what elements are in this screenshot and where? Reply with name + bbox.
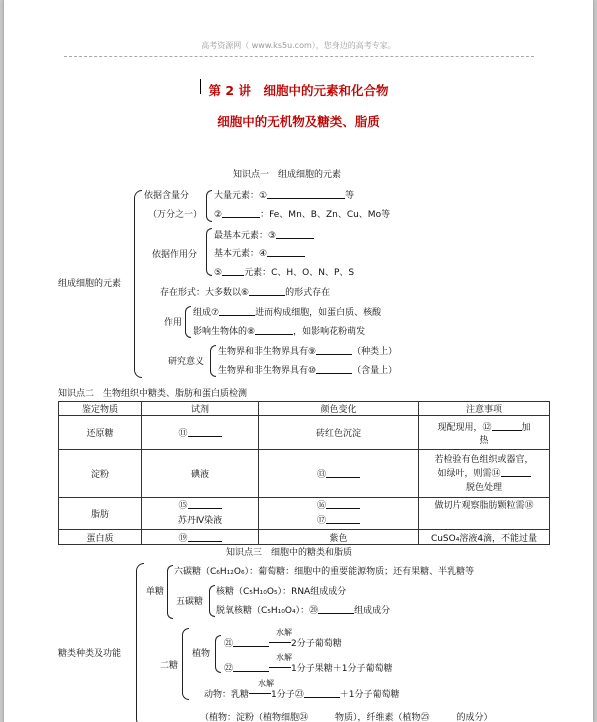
basic-elements: 基本元素：④ bbox=[214, 246, 305, 259]
trace-elements: ② ：Fe、Mn、B、Zn、Cu、Mo等 bbox=[214, 210, 391, 220]
kp3-main-brace bbox=[136, 563, 144, 722]
mono-label: 单糖 bbox=[146, 587, 165, 597]
table-cell: CuSO₄溶液4滴，不能过量 bbox=[419, 530, 550, 545]
table-header: 注意事项 bbox=[419, 402, 550, 416]
di-brace bbox=[182, 628, 189, 700]
existence-form: 存在形式：大多数以⑥ 的形式存在 bbox=[160, 288, 331, 298]
role-label: 作用 bbox=[164, 318, 183, 328]
pentose-brace bbox=[209, 585, 215, 617]
site-header: 高考资源网（ www.ks5u.com），您身边的高考专家。 bbox=[201, 41, 396, 50]
hydrolysis-label: 水解 bbox=[276, 653, 292, 662]
table-row bbox=[59, 530, 550, 545]
role-compose: 组成⑦ 进而构成细胞，如蛋白质、核酸 bbox=[193, 308, 382, 318]
role-affect: 影响生物体的⑧ ，如影响花粉萌发 bbox=[193, 327, 366, 337]
significance-label: 研究意义 bbox=[168, 357, 205, 367]
table-cell: ⑪ bbox=[142, 416, 259, 450]
table-header: 颜色变化 bbox=[259, 402, 419, 416]
hydrolysis-label: 水解 bbox=[258, 679, 274, 688]
table-header-row bbox=[59, 402, 550, 416]
document-page bbox=[4, 0, 593, 722]
table-header: 试剂 bbox=[142, 402, 259, 416]
kp1-main-brace bbox=[134, 190, 142, 378]
by-function-brace bbox=[206, 228, 212, 276]
significance-brace bbox=[210, 345, 216, 377]
table-cell: 蛋白质 bbox=[59, 530, 142, 545]
table-cell: ⑯ ⑰ bbox=[259, 498, 419, 530]
significance-unity: 生物界和非生物界具有⑨ （种类上） bbox=[218, 347, 398, 357]
disaccharide-1: ㉑ 2分子葡萄糖 bbox=[224, 639, 342, 649]
main-elements: ⑤ 元素：C、H、O、N、P、S bbox=[214, 268, 355, 278]
table-cell: 淀粉 bbox=[59, 450, 142, 498]
table-cell: 若检验有色组织或器官， 如绿叶，则需⑭ 脱色处理 bbox=[419, 450, 550, 498]
table-cell: 碘液 bbox=[142, 450, 259, 498]
kp1-root: 组成细胞的元素 bbox=[58, 279, 122, 289]
table-cell: 现配现用，⑫ 加 热 bbox=[419, 416, 550, 450]
detection-table bbox=[58, 401, 550, 545]
mono-brace bbox=[167, 565, 173, 619]
kp3-root: 糖类种类及功能 bbox=[58, 649, 122, 659]
lecture-title: 第 2 讲 细胞中的元素和化合物 bbox=[208, 83, 389, 98]
disaccharide-2: ㉒ 1分子果糖＋1分子葡萄糖 bbox=[224, 664, 393, 674]
plant-brace bbox=[215, 635, 221, 673]
table-header: 鉴定物质 bbox=[59, 402, 142, 416]
table-cell: 还原糖 bbox=[59, 416, 142, 450]
di-label: 二糖 bbox=[160, 661, 179, 671]
table-row bbox=[59, 416, 550, 450]
hexose-line: 六碳糖（C₆H₁₂O₆）：葡萄糖：细胞中的重要能源物质；还有果糖、半乳糖等 bbox=[174, 567, 475, 577]
plant-label: 植物 bbox=[192, 649, 211, 659]
kp3-heading: 知识点三 细胞中的糖类和脂质 bbox=[226, 548, 353, 558]
polysaccharide-line: （植物：淀粉（植物细胞㉔ 物质），纤维素（植物㉕ 的成分） bbox=[200, 713, 493, 722]
table-cell: 砖红色沉淀 bbox=[259, 416, 419, 450]
major-elements: 大量元素：① 等 bbox=[214, 191, 355, 201]
table-cell: ⑲ bbox=[142, 530, 259, 545]
most-basic-element: 最基本元素：③ bbox=[214, 228, 314, 241]
deoxyribose-line: 脱氧核糖（C₅H₁₀O₄）：⑳ 组成成分 bbox=[216, 606, 391, 616]
ribose-line: 核糖（C₅H₁₀O₅）：RNA组成成分 bbox=[216, 587, 347, 597]
by-content-brace bbox=[206, 190, 212, 222]
animal-disaccharide: 动物：乳糖 1分子㉓ ＋1分子葡萄糖 bbox=[204, 690, 400, 700]
by-content-label: 依据含量分 bbox=[144, 191, 190, 201]
by-function-label: 依据作用分 bbox=[152, 250, 198, 260]
role-brace bbox=[185, 306, 191, 338]
table-cell: ⑬ bbox=[259, 450, 419, 498]
text-cursor bbox=[200, 79, 201, 94]
pentose-label: 五碳糖 bbox=[176, 597, 204, 607]
table-cell: 紫色 bbox=[259, 530, 419, 545]
by-content-sub: （万分之一） bbox=[148, 210, 203, 220]
table-row bbox=[59, 498, 550, 530]
table-cell: ⑮ 苏丹Ⅳ染液 bbox=[142, 498, 259, 530]
kp2-heading: 知识点二 生物组织中糖类、脂肪和蛋白质检测 bbox=[58, 389, 248, 399]
hydrolysis-label: 水解 bbox=[276, 628, 292, 637]
lecture-subtitle: 细胞中的无机物及糖类、脂质 bbox=[217, 114, 380, 129]
kp1-heading: 知识点一 组成细胞的元素 bbox=[233, 170, 342, 180]
table-row bbox=[59, 450, 550, 498]
table-cell: 做切片观察脂肪颗粒需⑱ bbox=[419, 498, 550, 530]
significance-difference: 生物界和非生物界具有⑩ （含量上） bbox=[218, 366, 398, 376]
table-cell: 脂肪 bbox=[59, 498, 142, 530]
header-rule bbox=[64, 56, 534, 57]
